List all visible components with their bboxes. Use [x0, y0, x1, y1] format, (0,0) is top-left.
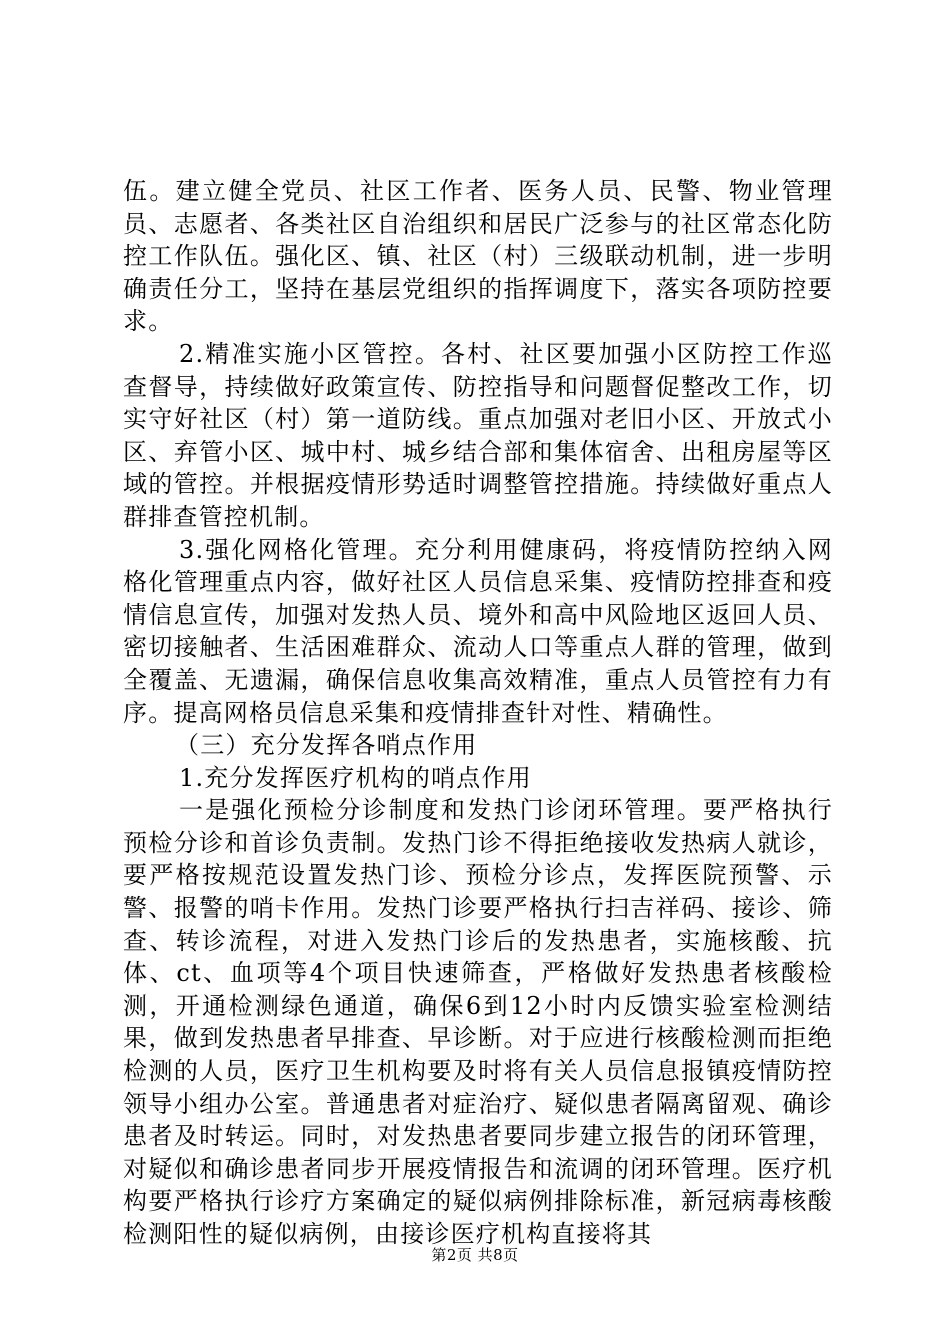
paragraph-item-2: 2.精准实施小区管控。各村、社区要加强小区防控工作巡查督导，持续做好政策宣传、防控指导和问题督促整改工作，切实守好社区（村）第一道防线。重点加强对老旧小区、开放式小区、弃管小区、城中村、城乡结合部和集体宿舍、出租房屋等区域的管控。并根据疫情形势适时调整管控措施。持续做好重点人群排查管控机制。 — [123, 339, 833, 531]
paragraph-continuation: 伍。建立健全党员、社区工作者、医务人员、民警、物业管理员、志愿者、各类社区自治组织和居民广泛参与的社区常态化防控工作队伍。强化区、镇、社区（村）三级联动机制，进一步明确责任分工，坚持在基层党组织的指挥调度下，落实各项防控要求。 — [123, 177, 833, 336]
section-heading: （三）充分发挥各哨点作用 — [175, 731, 478, 760]
paragraph-item-3: 3.强化网格化管理。充分利用健康码，将疫情防控纳入网格化管理重点内容，做好社区人员信息采集、疫情防控排查和疫情信息宣传，加强对发热人员、境外和高中风险地区返回人员、密切接触者、生活困难群众、流动人口等重点人群的管理，做到全覆盖、无遗漏，确保信息收集高效精准，重点人员管控有力有序。提高网格员信息采集和疫情排查针对性、精确性。 — [123, 535, 833, 727]
page-footer: 第2页 共8页 — [431, 1246, 519, 1264]
document-body — [123, 175, 833, 1251]
subsection-heading: 1.充分发挥医疗机构的哨点作用 — [179, 763, 532, 792]
paragraph-body: 一是强化预检分诊制度和发热门诊闭环管理。要严格执行预检分诊和首诊负责制。发热门诊不得拒绝接收发热病人就诊，要严格按规范设置发热门诊、预检分诊点，发挥医院预警、示警、报警的哨卡作用。发热门诊要严格执行扫吉祥码、接诊、筛查、转诊流程，对进入发热门诊后的发热患者，实施核酸、抗体、ct、血项等4个项目快速筛查，严格做好发热患者核酸检测，开通检测绿色通道，确保6到12小时内反馈实验室检测结果，做到发热患者早排查、早诊断。对于应进行核酸检测而拒绝检测的人员，医疗卫生机构要及时将有关人员信息报镇疫情防控领导小组办公室。普通患者对症治疗、疑似患者隔离留观、确诊患者及时转运。同时，对发热患者要同步建立报告的闭环管理，对疑似和确诊患者同步开展疫情报告和流调的闭环管理。医疗机构要严格执行诊疗方案确定的疑似病例排除标准，新冠病毒核酸检测阳性的疑似病例，由接诊医疗机构直接将其 — [123, 796, 833, 1248]
